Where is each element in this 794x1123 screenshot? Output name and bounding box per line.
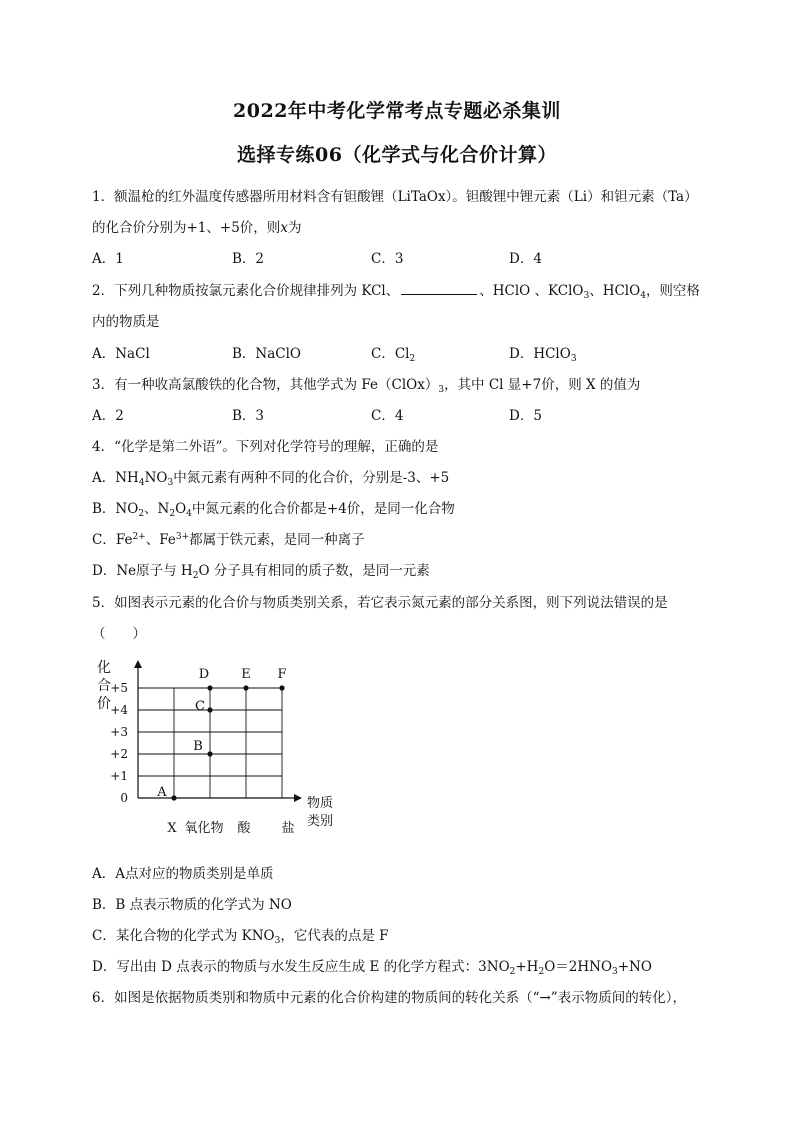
x-axis-title	[307, 795, 333, 829]
q1-stem-line2: 的化合价分别为+1、+5价，则x为	[92, 220, 302, 236]
point-label-a: A	[157, 785, 167, 800]
q5-option-c[interactable]: C．某化合物的化学式为 $KNO_3$，它代表的点是 F	[92, 928, 389, 946]
data-point-b	[207, 751, 212, 756]
q2-stem-line2: 内的物质是	[92, 314, 160, 330]
q5-option-a[interactable]: A．A点对应的物质类别是单质	[92, 866, 274, 882]
y-tick-label: +3	[110, 725, 128, 739]
x-tick-labels	[167, 820, 294, 836]
x-axis-arrow-icon	[294, 794, 302, 802]
q2-stem-line1: 2．下列几种物质按氯元素化合价规律排列为 KCl、 、HClO 、KClO$_3$、HClO$_4$，则空格	[92, 283, 700, 301]
x-tick-label: 盐	[281, 821, 295, 836]
data-point-f	[279, 685, 284, 690]
answer-blank[interactable]	[401, 282, 477, 295]
page-subtitle: 选择专练06（化学式与化合价计算）	[237, 144, 557, 166]
y-tick-label: +1	[110, 769, 128, 783]
y-tick-label: 0	[120, 791, 128, 805]
q6-stem-line1: 6．如图是依据物质类别和物质中元素的化合价构建的物质间的转化关系（“→”表示物质间的转化），	[92, 990, 686, 1006]
data-point-e	[243, 685, 248, 690]
point-label-b: B	[193, 739, 203, 754]
q4-option-c[interactable]: C．$Fe^{2+}$、$Fe^{3+}$都属于铁元素，是同一种离子	[92, 532, 365, 548]
q4-option-d[interactable]: D．Ne原子与 $H_2O$ 分子具有相同的质子数，是同一元素	[92, 563, 430, 581]
y-tick-label: +5	[110, 681, 128, 695]
point-label-d: D	[198, 667, 210, 682]
data-point-a	[171, 795, 176, 800]
y-tick-label: +2	[110, 747, 128, 761]
q2-option-d[interactable]: D．HClO$_3$	[509, 346, 577, 364]
q3-stem: 3．有一种收高氯酸铁的化合物，其他学式为 $Fe(ClOx)_3$，其中 Cl 显+7价，则 X 的值为	[92, 377, 641, 395]
q3-option-c[interactable]: C．4	[371, 408, 404, 424]
y-axis-title	[97, 660, 111, 712]
q4-option-a[interactable]: A．$NH_4NO_3$中氮元素有两种不同的化合价，分别是-3、+5	[92, 470, 450, 488]
y-axis-title-char: 化	[97, 660, 111, 676]
y-axis-title-char: 合	[97, 678, 111, 694]
x-axis-title-line: 物质	[306, 796, 334, 811]
valence-category-chart	[88, 652, 348, 842]
q5-stem-line1: 5．如图表示元素的化合价与物质类别关系，若它表示氮元素的部分关系图，则下列说法错误的是	[92, 595, 668, 611]
q4-stem: 4．“化学是第二外语”。下列对化学符号的理解，正确的是	[92, 439, 439, 455]
point-label-e: E	[241, 667, 251, 682]
point-label-c: C	[195, 699, 205, 714]
data-point-c	[207, 707, 212, 712]
q5-option-d[interactable]: D．写出由 D 点表示的物质与水发生反应生成 E 的化学方程式：$3NO_2+H_2O=2HNO_3+NO$	[92, 959, 652, 977]
q2-option-c[interactable]: C．$Cl_2$	[371, 346, 416, 364]
q1-option-c[interactable]: C．3	[371, 251, 404, 267]
y-tick-labels	[110, 681, 128, 805]
q5-stem-line2: （ ）	[92, 626, 146, 642]
x-tick-label: 氧化物	[184, 821, 224, 836]
q2-option-a[interactable]: A．NaCl	[92, 346, 150, 362]
q5-option-b[interactable]: B．B 点表示物质的化学式为 NO	[92, 897, 292, 913]
y-tick-label: +4	[110, 703, 128, 717]
x-axis-title-line: 类别	[306, 814, 334, 829]
q1-option-d[interactable]: D．4	[509, 251, 542, 267]
y-axis-title-char: 价	[97, 696, 111, 712]
q3-option-b[interactable]: B．3	[232, 408, 265, 424]
point-label-f: F	[277, 667, 287, 682]
q1-option-b[interactable]: B．2	[232, 251, 265, 267]
q4-option-b[interactable]: B．$NO_2$、$N_2O_4$中氮元素的化合价都是+4价，是同一化合物	[92, 501, 455, 519]
x-tick-label: 酸	[237, 821, 251, 836]
x-tick-label: X	[167, 821, 177, 836]
page-title: 2022年中考化学常考点专题必杀集训	[233, 100, 561, 122]
q2-option-b[interactable]: B．NaClO	[232, 346, 301, 362]
q1-stem-line1: 1．额温枪的红外温度传感器所用材料含有钽酸锂（LiTaOx）。钽酸锂中锂元素（Li）和钽元素（Ta）	[92, 189, 698, 205]
data-point-d	[207, 685, 212, 690]
q3-option-a[interactable]: A．2	[92, 408, 124, 424]
q3-option-d[interactable]: D．5	[509, 408, 542, 424]
chart-grid	[138, 688, 282, 798]
chart-points	[156, 667, 286, 801]
q1-option-a[interactable]: A．1	[92, 251, 124, 267]
y-axis-arrow-icon	[134, 660, 142, 668]
